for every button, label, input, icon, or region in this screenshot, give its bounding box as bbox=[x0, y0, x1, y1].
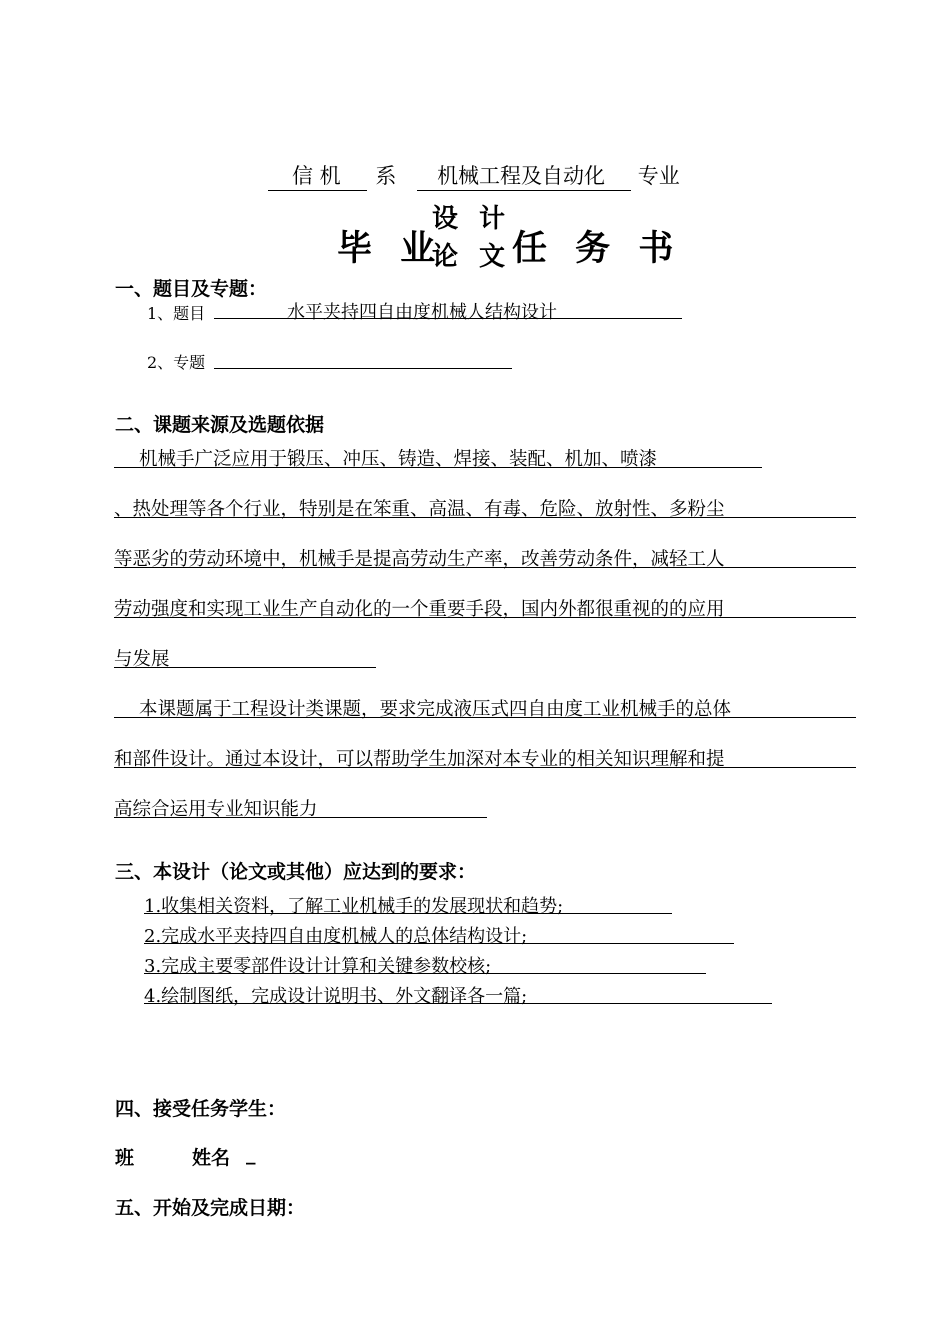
title-right: 任 务 书 bbox=[512, 229, 682, 269]
req-item-2: 2.完成水平夹持四自由度机械人的总体结构设计; bbox=[144, 926, 528, 947]
source-line-2: 、热处理等各个行业，特别是在笨重、高温、有毒、危险、放射性、多粉尘 bbox=[114, 499, 725, 520]
topic-label: 1、题目 bbox=[147, 304, 206, 323]
req-item-1: 1.收集相关资料，了解工业机械手的发展现状和趋势; bbox=[144, 896, 564, 917]
source-line-5: 与发展 bbox=[114, 649, 170, 670]
req-item-4: 4.绘制图纸，完成设计说明书、外文翻译各一篇; bbox=[144, 986, 528, 1007]
name-label: 姓名 bbox=[192, 1147, 231, 1169]
title-stack-top: 设 计 bbox=[432, 204, 512, 234]
special-underline bbox=[214, 368, 512, 369]
source-line-1: 机械手广泛应用于锻压、冲压、铸造、焊接、装配、机加、喷漆 bbox=[139, 449, 658, 470]
dept-suffix: 系 bbox=[375, 164, 397, 188]
special-label: 2、专题 bbox=[147, 353, 206, 372]
source-line-4: 劳动强度和实现工业生产自动化的一个重要手段，国内外都很重视的的应用 bbox=[114, 599, 725, 620]
section2-heading: 二、课题来源及选题依据 bbox=[115, 414, 325, 436]
source-line-3: 等恶劣的劳动环境中，机械手是提高劳动生产率，改善劳动条件，减轻工人 bbox=[114, 549, 725, 570]
name-blank: _ bbox=[246, 1143, 256, 1165]
source-line-8: 高综合运用专业知识能力 bbox=[114, 799, 318, 820]
section1-heading: 一、题目及专题： bbox=[115, 278, 268, 300]
topic-value: 水平夹持四自由度机械人结构设计 bbox=[287, 302, 557, 323]
dept-value: 信 机 bbox=[268, 160, 367, 191]
title-stack-bottom: 论 文 bbox=[432, 242, 512, 272]
major-suffix: 专业 bbox=[637, 164, 680, 188]
source-line-7: 和部件设计。通过本设计，可以帮助学生加深对本专业的相关知识理解和提 bbox=[114, 749, 725, 770]
major-value: 机械工程及自动化 bbox=[417, 160, 631, 191]
section4-heading: 四、接受任务学生： bbox=[115, 1098, 287, 1120]
req-item-3: 3.完成主要零部件设计计算和关键参数校核; bbox=[144, 956, 492, 977]
title-left: 毕 业 bbox=[337, 229, 444, 269]
section3-heading: 三、本设计（论文或其他）应达到的要求： bbox=[115, 861, 477, 883]
class-label: 班 bbox=[115, 1147, 135, 1169]
section5-heading: 五、开始及完成日期： bbox=[115, 1197, 306, 1219]
header-line bbox=[268, 160, 680, 191]
source-line-6: 本课题属于工程设计类课题，要求完成液压式四自由度工业机械手的总体 bbox=[139, 699, 732, 720]
